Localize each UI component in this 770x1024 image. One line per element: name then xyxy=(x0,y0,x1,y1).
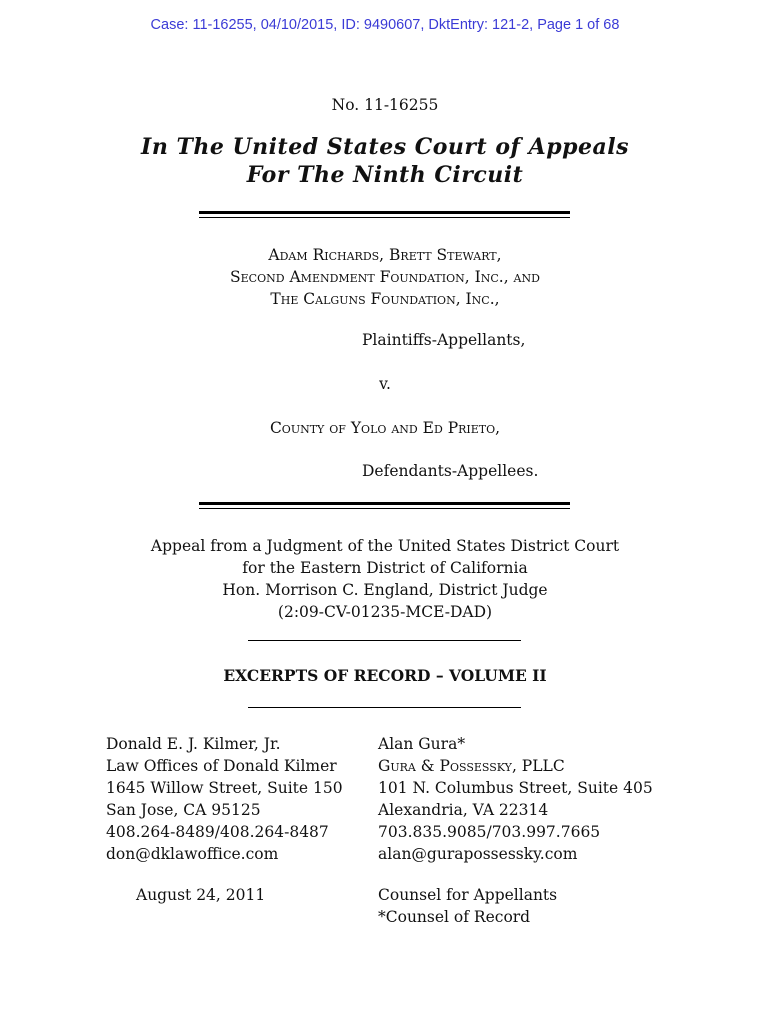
counsel-right-phone: 703.835.9085/703.997.7665 xyxy=(378,823,601,841)
appeal-line-4: (2:09-CV-01235-MCE-DAD) xyxy=(277,603,493,621)
appeal-line-3: Hon. Morrison C. England, District Judge xyxy=(222,581,548,599)
plaintiffs-role: Plaintiffs-Appellants, xyxy=(362,331,526,349)
divider-mid-thick xyxy=(199,502,570,505)
counsel-left-street: 1645 Willow Street, Suite 150 xyxy=(106,779,343,797)
counsel-left-city: San Jose, CA 95125 xyxy=(106,801,261,819)
counsel-right-city: Alexandria, VA 22314 xyxy=(378,801,549,819)
versus: v. xyxy=(379,375,391,393)
docket-header: Case: 11-16255, 04/10/2015, ID: 9490607, DktEntry: 121-2, Page 1 of 68 xyxy=(150,17,620,33)
divider-top-thick xyxy=(199,211,570,214)
counsel-role: Counsel for Appellants xyxy=(378,886,558,904)
counsel-left-block xyxy=(106,733,343,865)
plaintiffs-line-3: The Calguns Foundation, Inc., xyxy=(270,290,500,308)
appeal-line-1: Appeal from a Judgment of the United States District Court xyxy=(150,537,620,555)
counsel-right-firm: Gura & Possessky, PLLC xyxy=(378,757,565,775)
counsel-of-record-note: *Counsel of Record xyxy=(378,908,531,926)
divider-title-top xyxy=(248,640,521,641)
defendants-line-1: County of Yolo and Ed Prieto, xyxy=(269,419,501,437)
counsel-right-name: Alan Gura* xyxy=(378,735,466,753)
counsel-right-street: 101 N. Columbus Street, Suite 405 xyxy=(378,779,653,797)
divider-mid-thin xyxy=(199,508,570,509)
counsel-left-name: Donald E. J. Kilmer, Jr. xyxy=(106,735,281,753)
counsel-left-email: don@dklawoffice.com xyxy=(106,845,279,863)
appeal-line-2: for the Eastern District of California xyxy=(242,559,528,577)
court-line-1: In The United States Court of Appeals xyxy=(141,134,629,160)
divider-title-bottom xyxy=(248,707,521,708)
plaintiffs-block xyxy=(0,244,770,310)
defendants-role: Defendants-Appellees. xyxy=(362,462,539,480)
counsel-left-firm: Law Offices of Donald Kilmer xyxy=(106,757,337,775)
case-number: No. 11-16255 xyxy=(331,96,439,114)
filing-date: August 24, 2011 xyxy=(136,886,266,904)
document-title: EXCERPTS OF RECORD – VOLUME II xyxy=(223,666,547,685)
counsel-right-email: alan@gurapossessky.com xyxy=(378,845,578,863)
appeal-block xyxy=(0,535,770,623)
plaintiffs-line-1: Adam Richards, Brett Stewart, xyxy=(268,246,502,264)
court-name xyxy=(0,133,770,189)
court-line-2: For The Ninth Circuit xyxy=(246,162,524,188)
plaintiffs-line-2: Second Amendment Foundation, Inc., and xyxy=(230,268,540,286)
counsel-role-block xyxy=(378,884,557,928)
counsel-left-phone: 408.264-8489/408.264-8487 xyxy=(106,823,329,841)
defendants-block xyxy=(0,417,770,439)
counsel-right-block xyxy=(378,733,653,865)
divider-top-thin xyxy=(199,217,570,218)
